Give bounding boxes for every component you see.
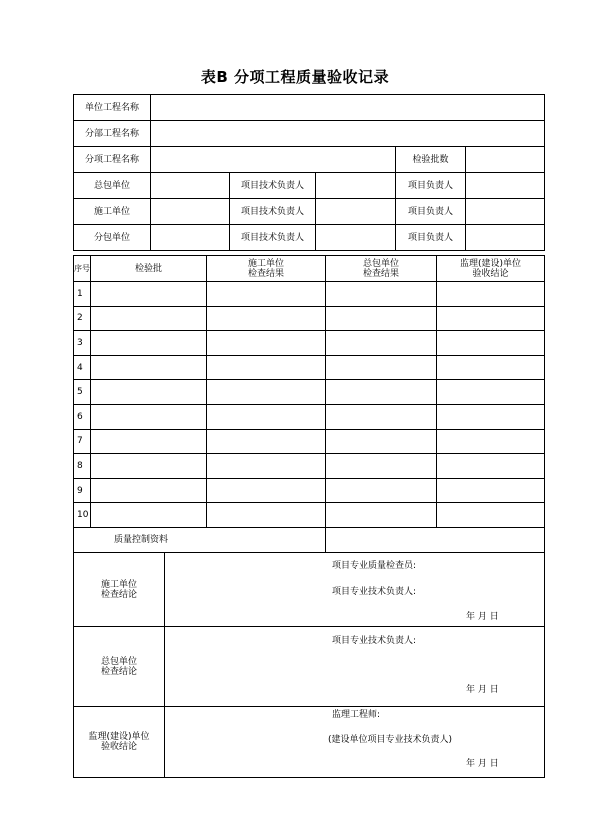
subcontractor-value[interactable]	[151, 225, 230, 251]
general-contractor-label: 总包单位	[74, 173, 151, 199]
conclusions-table	[73, 552, 545, 778]
col-general-line1: 总包单位	[362, 258, 399, 269]
construction-result-cell[interactable]	[207, 282, 326, 307]
general-result-cell[interactable]	[326, 478, 437, 503]
tech-lead-value[interactable]	[316, 199, 396, 225]
construction-label-line2: 检查结论	[100, 589, 137, 600]
page-title: 表B 分项工程质量验收记录	[200, 68, 390, 86]
supervision-result-cell[interactable]	[437, 282, 545, 307]
item-project-label: 分项工程名称	[74, 147, 151, 173]
construction-date: 年 月 日	[466, 612, 499, 622]
col-supervision-line2: 验收结论	[472, 268, 509, 279]
batch-cell[interactable]	[91, 429, 207, 454]
supervision-result-cell[interactable]	[437, 380, 545, 405]
batch-cell[interactable]	[91, 355, 207, 380]
col-construction-line1: 施工单位	[247, 258, 284, 269]
supervision-label-line2: 验收结论	[100, 742, 137, 752]
supervision-result-cell[interactable]	[437, 404, 545, 429]
general-result-cell[interactable]	[326, 355, 437, 380]
tech-lead-label: 项目技术负责人	[230, 199, 316, 225]
tech-lead-label: 项目技术负责人	[230, 173, 316, 199]
item-project-value[interactable]	[151, 147, 396, 173]
col-construction-header	[207, 256, 326, 282]
row-index: 10	[74, 503, 91, 528]
project-lead-label: 项目负责人	[396, 173, 466, 199]
project-lead-value[interactable]	[466, 173, 545, 199]
batch-cell[interactable]	[91, 282, 207, 307]
table-row	[74, 306, 545, 331]
batch-cell[interactable]	[91, 404, 207, 429]
batch-cell[interactable]	[91, 380, 207, 405]
batch-cell[interactable]	[91, 478, 207, 503]
construction-result-cell[interactable]	[207, 429, 326, 454]
supervision-result-cell[interactable]	[437, 355, 545, 380]
supervision-label-line1: 监理(建设)单位	[88, 732, 150, 742]
construction-result-cell[interactable]	[207, 454, 326, 479]
table-row	[74, 503, 545, 528]
construction-result-cell[interactable]	[207, 380, 326, 405]
general-result-cell[interactable]	[326, 306, 437, 331]
table-row	[74, 282, 545, 307]
general-result-cell[interactable]	[326, 282, 437, 307]
supervision-result-cell[interactable]	[437, 454, 545, 479]
table-row	[74, 380, 545, 405]
general-date: 年 月 日	[466, 685, 499, 695]
general-conclusion-label	[74, 627, 165, 707]
quality-docs-value[interactable]	[326, 527, 545, 552]
general-result-cell[interactable]	[326, 454, 437, 479]
col-batch-header: 检验批	[91, 256, 207, 282]
construction-result-cell[interactable]	[207, 503, 326, 528]
project-info-table	[73, 94, 545, 251]
supervision-date: 年 月 日	[466, 759, 499, 769]
supervision-result-cell[interactable]	[437, 331, 545, 356]
sub-project-value[interactable]	[151, 121, 545, 147]
supervision-result-cell[interactable]	[437, 429, 545, 454]
construction-unit-label: 施工单位	[74, 199, 151, 225]
project-lead-label: 项目负责人	[396, 199, 466, 225]
quality-inspector-label: 项目专业质量检查员:	[332, 561, 417, 571]
unit-project-value[interactable]	[151, 95, 545, 121]
construction-label-line1: 施工单位	[100, 579, 137, 590]
construction-result-cell[interactable]	[207, 355, 326, 380]
owner-tech-lead-label: (建设单位项目专业技术负责人)	[328, 735, 453, 745]
supervision-engineer-label: 监理工程师:	[332, 710, 381, 720]
row-index: 5	[74, 380, 91, 405]
table-row	[74, 454, 545, 479]
row-index: 9	[74, 478, 91, 503]
construction-tech-lead-label: 项目专业技术负责人:	[332, 587, 417, 597]
general-result-cell[interactable]	[326, 331, 437, 356]
general-result-cell[interactable]	[326, 380, 437, 405]
batch-cell[interactable]	[91, 331, 207, 356]
construction-result-cell[interactable]	[207, 331, 326, 356]
row-index: 7	[74, 429, 91, 454]
construction-result-cell[interactable]	[207, 306, 326, 331]
col-supervision-line1: 监理(建设)单位	[459, 258, 522, 269]
supervision-result-cell[interactable]	[437, 503, 545, 528]
sub-project-label: 分部工程名称	[74, 121, 151, 147]
quality-docs-text: 质量控制资料	[114, 534, 169, 545]
table-row	[74, 404, 545, 429]
general-result-cell[interactable]	[326, 503, 437, 528]
general-contractor-value[interactable]	[151, 173, 230, 199]
general-label-line2: 检查结论	[100, 666, 137, 677]
row-index: 4	[74, 355, 91, 380]
col-general-line2: 检查结果	[362, 268, 399, 279]
col-supervision-header	[437, 256, 545, 282]
batch-cell[interactable]	[91, 454, 207, 479]
project-lead-value[interactable]	[466, 199, 545, 225]
supervision-conclusion-label	[74, 707, 165, 778]
project-lead-value[interactable]	[466, 225, 545, 251]
general-label-line1: 总包单位	[100, 656, 137, 667]
table-row	[74, 331, 545, 356]
row-index: 3	[74, 331, 91, 356]
construction-conclusion-label	[74, 553, 165, 627]
row-index: 8	[74, 454, 91, 479]
general-result-cell[interactable]	[326, 404, 437, 429]
construction-result-cell[interactable]	[207, 478, 326, 503]
col-construction-line2: 检查结果	[247, 268, 284, 279]
batch-cell[interactable]	[91, 306, 207, 331]
col-general-header	[326, 256, 437, 282]
supervision-result-cell[interactable]	[437, 478, 545, 503]
col-index-header: 序号	[74, 256, 91, 282]
supervision-result-cell[interactable]	[437, 306, 545, 331]
row-index: 1	[74, 282, 91, 307]
general-result-cell[interactable]	[326, 429, 437, 454]
general-tech-lead-label: 项目专业技术负责人:	[332, 636, 417, 646]
tech-lead-value[interactable]	[316, 173, 396, 199]
batch-count-value[interactable]	[466, 147, 545, 173]
row-index: 2	[74, 306, 91, 331]
construction-unit-value[interactable]	[151, 199, 230, 225]
unit-project-label: 单位工程名称	[74, 95, 151, 121]
subcontractor-label: 分包单位	[74, 225, 151, 251]
project-lead-label: 项目负责人	[396, 225, 466, 251]
table-row	[74, 355, 545, 380]
row-index: 6	[74, 404, 91, 429]
tech-lead-label: 项目技术负责人	[230, 225, 316, 251]
tech-lead-value[interactable]	[316, 225, 396, 251]
batch-cell[interactable]	[91, 503, 207, 528]
table-row	[74, 429, 545, 454]
batch-table	[73, 255, 545, 553]
construction-result-cell[interactable]	[207, 404, 326, 429]
table-row	[74, 478, 545, 503]
quality-docs-label	[74, 527, 326, 552]
batch-count-label: 检验批数	[396, 147, 466, 173]
